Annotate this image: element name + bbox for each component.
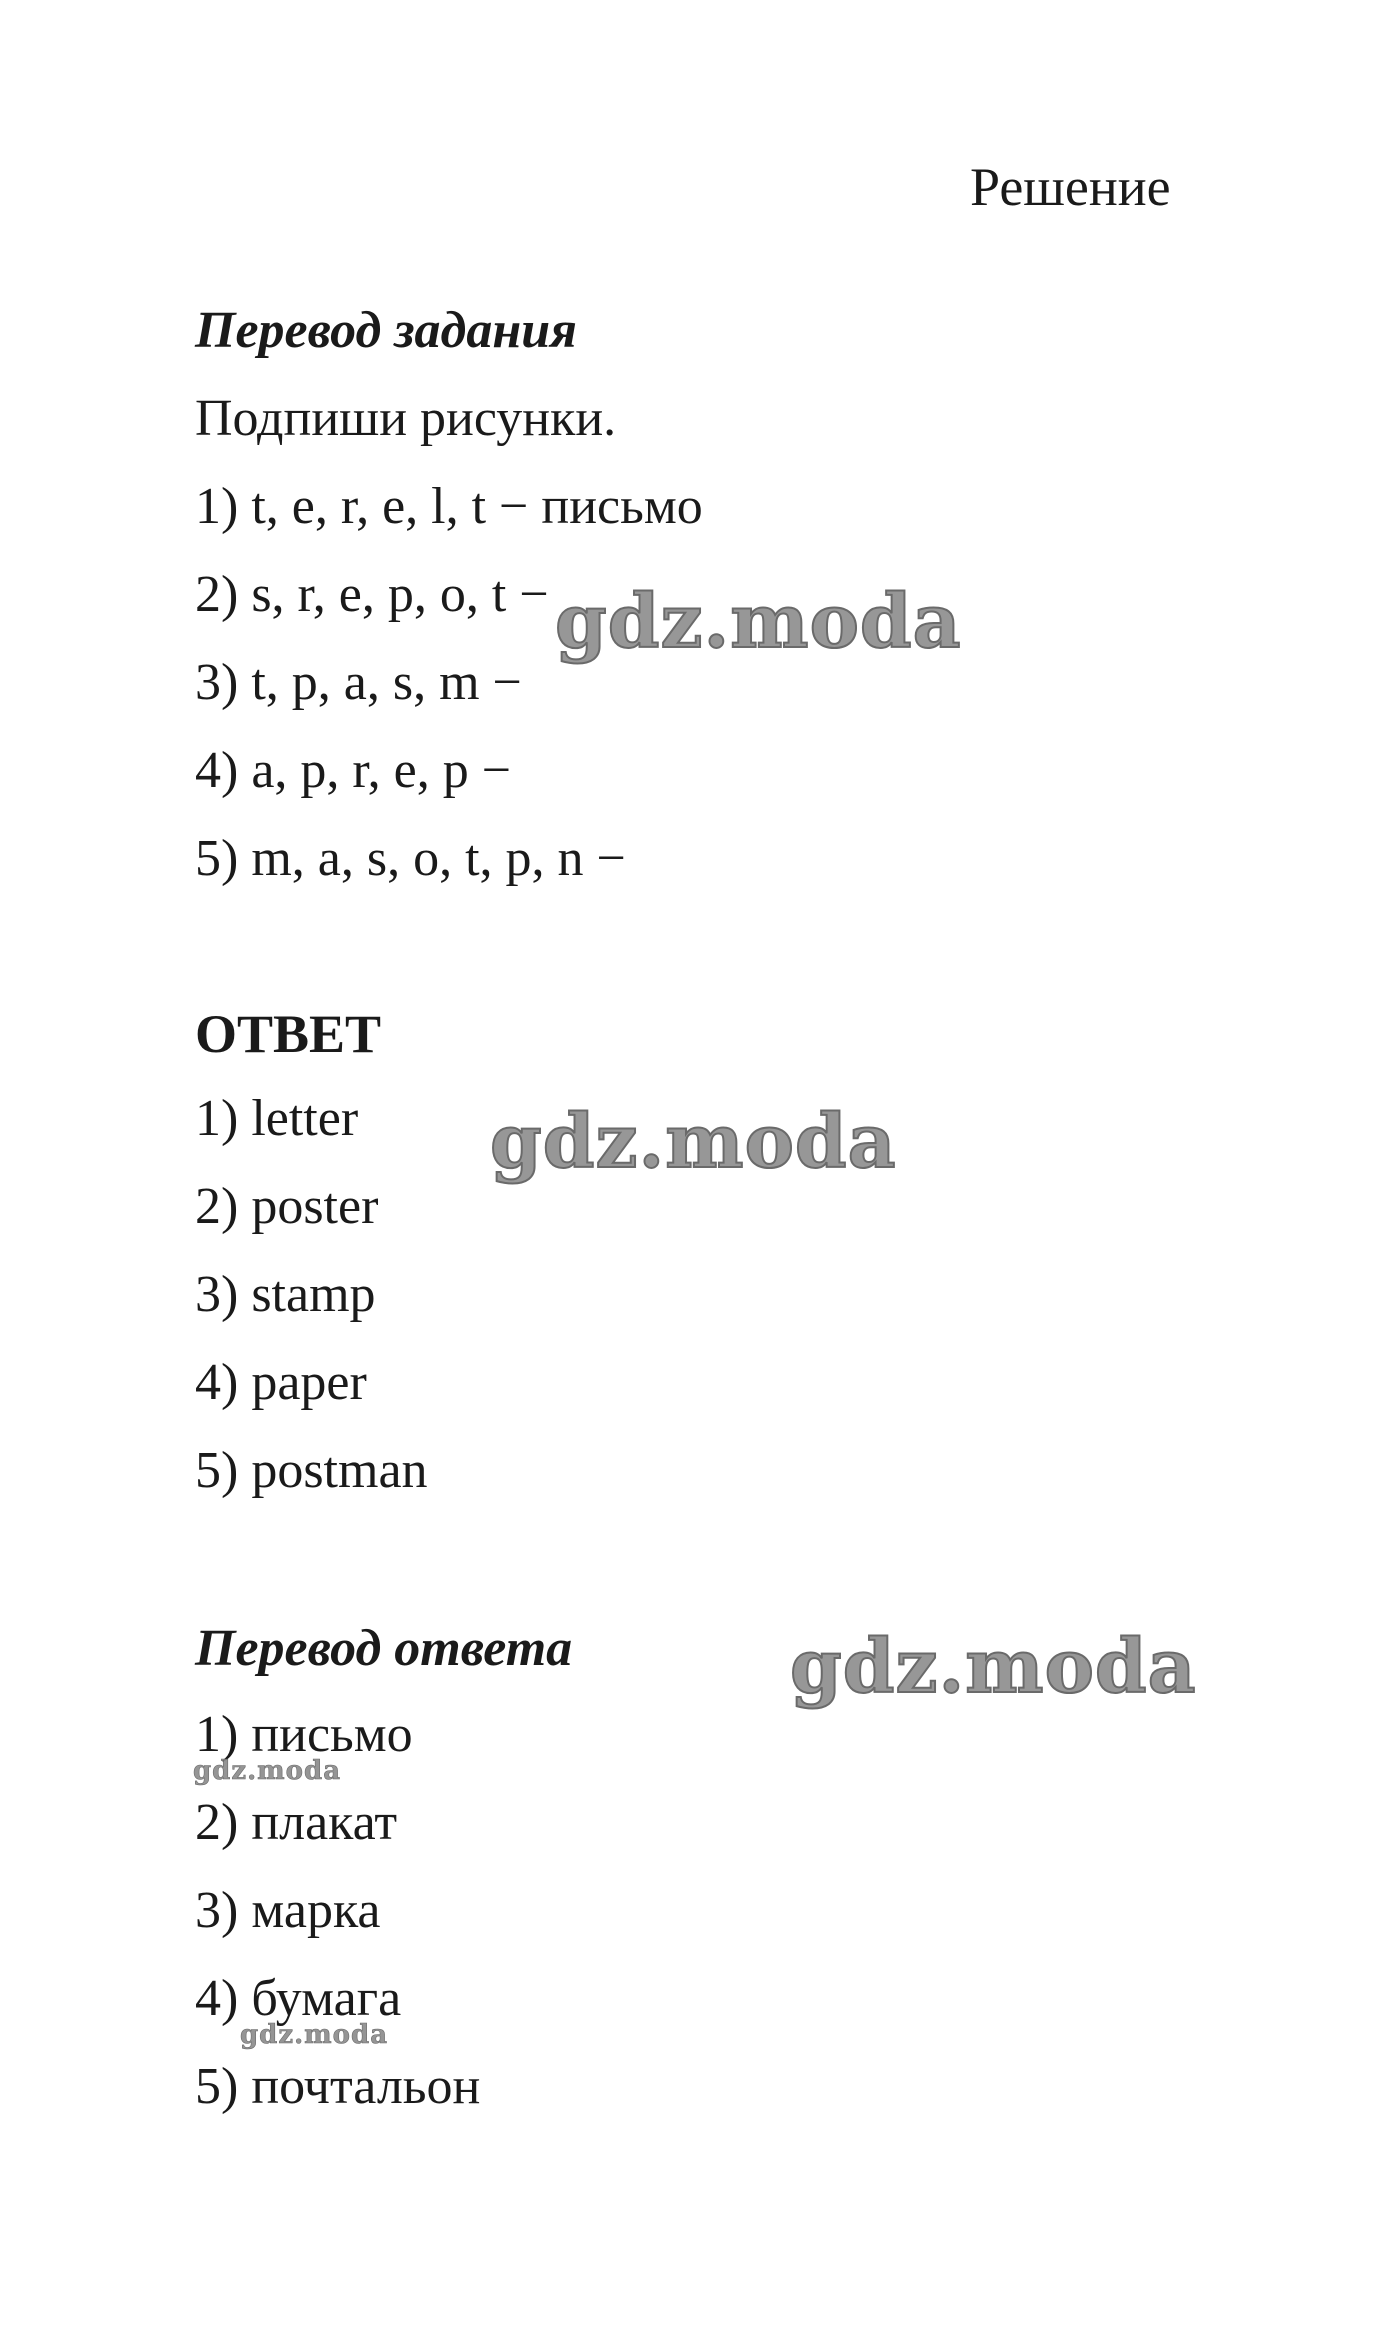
task-translation-heading: Перевод задания xyxy=(195,302,577,359)
task-item: 2) s, r, e, p, o, t − xyxy=(195,566,549,623)
answer-heading: ОТВЕТ xyxy=(195,1004,382,1064)
answer-translation-item: 2) плакат xyxy=(195,1794,398,1851)
task-item: 5) m, a, s, o, t, p, n − xyxy=(195,830,626,887)
solution-label: Решение xyxy=(970,157,1171,217)
answer-translation-item: 1) письмо xyxy=(195,1706,413,1763)
watermark: gdz.moda xyxy=(240,2020,389,2050)
task-item: 1) t, e, r, e, l, t − письмо xyxy=(195,478,703,535)
answer-item: 4) paper xyxy=(195,1354,367,1411)
answer-translation-item: 3) марка xyxy=(195,1882,381,1939)
watermark: gdz.moda xyxy=(490,1099,897,1185)
watermark: gdz.moda xyxy=(790,1624,1197,1710)
answer-translation-item: 5) почтальон xyxy=(195,2058,481,2115)
task-item: 4) a, p, r, e, p − xyxy=(195,742,512,799)
watermark: gdz.moda xyxy=(555,579,962,665)
answer-item: 2) poster xyxy=(195,1178,379,1235)
watermark: gdz.moda xyxy=(193,1756,342,1786)
answer-item: 5) postman xyxy=(195,1442,428,1499)
task-item: 3) t, p, a, s, m − xyxy=(195,654,522,711)
answer-item: 1) letter xyxy=(195,1090,359,1147)
answer-translation-item: 4) бумага xyxy=(195,1970,402,2027)
answer-item: 3) stamp xyxy=(195,1266,376,1323)
answer-translation-heading: Перевод ответа xyxy=(195,1620,573,1677)
task-instruction: Подпиши рисунки. xyxy=(195,390,617,447)
